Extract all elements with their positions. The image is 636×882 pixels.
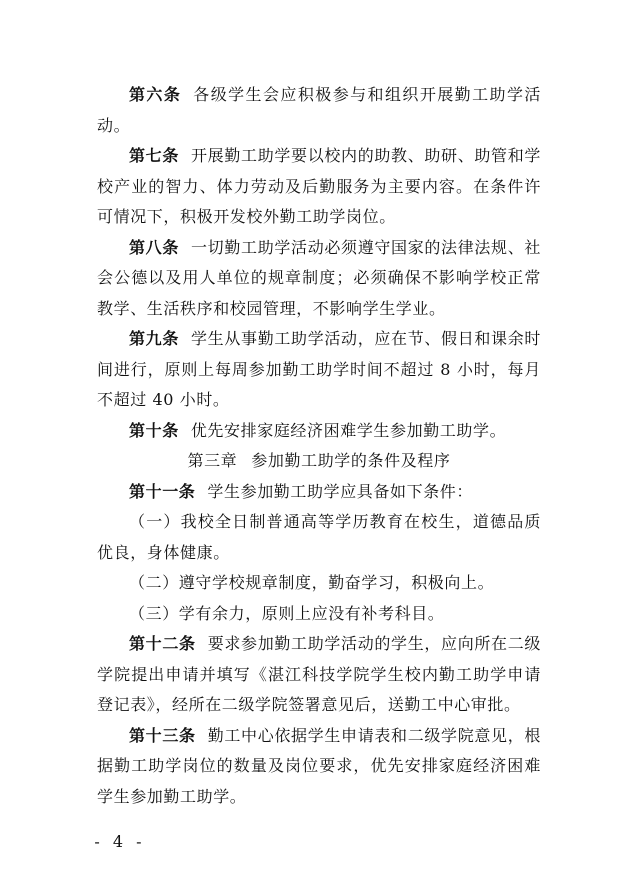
article-text: 勤工中心依据学生申请表和二级学院意见，根据勤工助学岗位的数量及岗位要求，优先安排家庭经济困难学生参加勤工助学。 [97,725,541,806]
article-label: 第七条 [129,146,180,165]
article-12 [97,629,541,721]
article-label: 第十三条 [129,725,196,745]
article-label: 第十条 [129,420,179,440]
article-text: 优先安排家庭经济困难学生参加勤工助学。 [190,420,507,440]
page-number: - 4 - [94,832,146,851]
article-10 [97,416,541,447]
article-text: 要求参加勤工助学活动的学生，应向所在二级学院提出申请并填写《湛江科技学院学生校内勤工助学申请登记表》，经所在二级学院签署意见后，送勤工中心审批。 [97,634,541,714]
article-9 [97,324,541,416]
article-6 [97,80,541,141]
condition-3: （三）学有余力，原则上应没有补考科目。 [129,603,445,623]
article-label: 第六条 [129,85,182,104]
article-label: 第八条 [129,237,180,257]
article-11 [97,477,541,508]
chapter-number: 第三章 [187,451,238,470]
chapter-title: 参加勤工助学的条件及程序 [251,451,451,470]
article-text: 开展勤工助学要以校内的助教、助研、助管和学校产业的智力、体力劳动及后勤服务为主要内容。在条件许可情况下，积极开发校外勤工助学岗位。 [97,146,541,226]
article-7 [97,141,541,233]
article-label: 第九条 [129,329,180,348]
article-13 [97,721,541,813]
article-text: 学生参加勤工助学应具备如下条件： [207,481,474,501]
article-text: 学生从事勤工助学活动，应在节、假日和课余时间进行，原则上每周参加勤工助学时间不超过 8 小时，每月不超过 40 小时。 [97,329,541,409]
article-8 [97,233,541,325]
condition-2: （二）遵守学校规章制度，勤奋学习，积极向上。 [129,573,495,592]
chapter-heading [97,446,541,477]
article-text: 一切勤工助学活动必须遵守国家的法律法规、社会公德以及用人单位的规章制度；必须确保不影响学校正常教学、生活秩序和校园管理，不影响学生学业。 [97,237,541,318]
article-label: 第十二条 [129,634,196,653]
article-text: 各级学生会应积极参与和组织开展勤工助学活动。 [97,85,541,135]
document-body [97,80,541,812]
article-label: 第十一条 [129,481,196,501]
condition-1: （一）我校全日制普通高等学历教育在校生，道德品质优良，身体健康。 [97,512,541,562]
